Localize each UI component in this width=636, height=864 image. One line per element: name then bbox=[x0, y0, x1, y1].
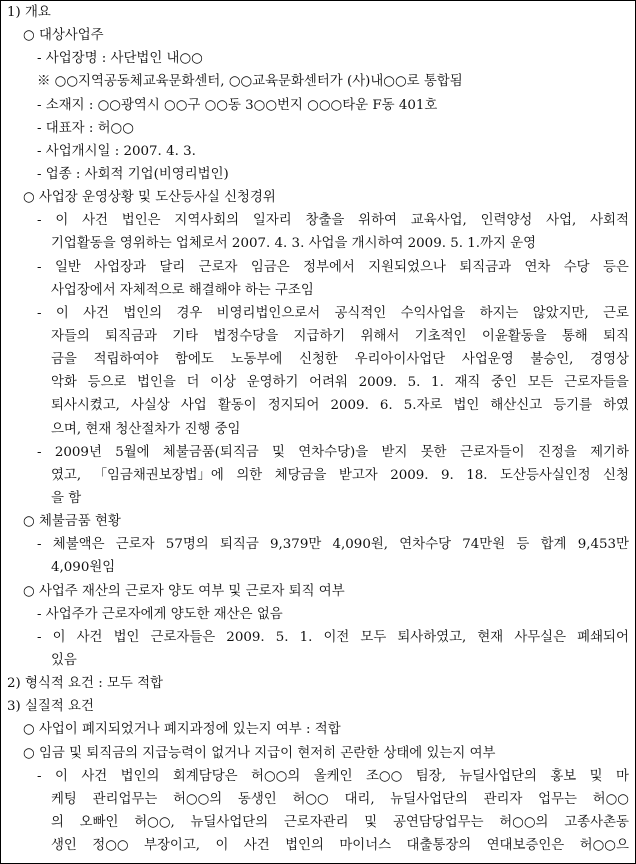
paragraph-line: - 체불액은 근로자 57명의 퇴직금 9,379만 4,090원, 연차수당 74만원 등 합계 9,453만 bbox=[37, 537, 629, 552]
paragraph-line: 4,090원임 bbox=[51, 560, 116, 575]
section-heading: 2) 형식적 요건 : 모두 적합 bbox=[7, 676, 163, 691]
paragraph-line: 의 오빠인 허○○, 뉴딜사업단의 근로자관리 및 공연담당업무는 허○○의 고종사촌동 bbox=[51, 815, 629, 830]
paragraph-line: 퇴사시켰고, 사실상 사업 활동이 정지되어 2009. 6. 5.자로 법인 해산신고 등기를 하였 bbox=[51, 398, 629, 413]
list-item: - 업종 : 사회적 기업(비영리법인) bbox=[37, 167, 229, 182]
paragraph-line: 악화 등으로 법인을 더 이상 운영하기 어려워 2009. 5. 1. 재직 중인 모든 근로자들을 bbox=[51, 375, 629, 390]
paragraph-line: - 이 사건 법인의 회계담당은 허○○의 올케인 조○○ 팀장, 뉴딜사업단의 홍보 및 마 bbox=[37, 769, 629, 784]
paragraph-line: - 2009년 5월에 체불금품(퇴직금 및 연차수당)을 받지 못한 근로자들이 진정을 제기하 bbox=[37, 445, 629, 460]
paragraph-line: - 이 사건 법인 근로자들은 2009. 5. 1. 이전 모두 퇴사하였고, 현재 사무실은 폐쇄되어 bbox=[37, 630, 629, 645]
note-line: ※ ○○지역공동체교육문화센터, ○○교육문화센터가 (사)내○○로 통합됨 bbox=[37, 74, 463, 89]
paragraph-line: - 이 사건 법인의 경우 비영리법인으로서 공식적인 수익사업을 하지는 않았지만, 근로 bbox=[37, 306, 629, 321]
bullet-heading: ○ 사업장 운영상황 및 도산등사실 신청경위 bbox=[23, 190, 276, 205]
paragraph-line: 생인 정○○ 부장이고, 이 사건 법인의 마이너스 대출통장의 연대보증인은 허○○으 bbox=[51, 838, 629, 853]
bullet-heading: ○ 사업이 폐지되었거나 폐지과정에 있는지 여부 : 적합 bbox=[23, 722, 341, 737]
bullet-heading: ○ 체불금품 현황 bbox=[23, 514, 121, 529]
list-item: - 사업주가 근로자에게 양도한 재산은 없음 bbox=[37, 607, 283, 622]
bullet-heading: ○ 대상사업주 bbox=[23, 28, 104, 43]
paragraph-line: 사업장에서 자체적으로 해결해야 하는 구조임 bbox=[51, 283, 314, 298]
paragraph-line: 기업활동을 영위하는 업체로서 2007. 4. 3. 사업을 개시하여 2009. 5. 1.까지 운영 bbox=[51, 236, 537, 251]
paragraph-line: - 이 사건 법인은 지역사회의 일자리 창출을 위하여 교육사업, 인력양성 사업, 사회적 bbox=[37, 213, 629, 228]
paragraph-line: - 일반 사업장과 달리 근로자 임금은 정부에서 지원되었으나 퇴직금과 연차 수당 등은 bbox=[37, 260, 629, 275]
paragraph-line: 자들의 퇴직금과 기타 법정수당을 지급하기 위해서 기초적인 이윤활동을 통해 퇴직 bbox=[51, 329, 629, 344]
paragraph-line: 였고, 「임금채권보장법」에 의한 체당금을 받고자 2009. 9. 18. 도산등사실인정 신청 bbox=[51, 468, 629, 483]
section-heading: 1) 개요 bbox=[7, 5, 51, 20]
list-item: - 사업개시일 : 2007. 4. 3. bbox=[37, 144, 196, 159]
list-item: - 소재지 : ○○광역시 ○○구 ○○동 3○○번지 ○○○타운 F동 401호 bbox=[37, 98, 438, 113]
paragraph-line: 케팅 관리업무는 허○○의 동생인 허○○ 대리, 뉴딜사업단의 관리자 업무는 허○○ bbox=[51, 792, 629, 807]
bullet-heading: ○ 임금 및 퇴직금의 지급능력이 없거나 지급이 현저히 곤란한 상태에 있는지 여부 bbox=[23, 746, 496, 761]
list-item: - 대표자 : 허○○ bbox=[37, 121, 134, 136]
section-heading: 3) 실질적 요건 bbox=[7, 699, 94, 714]
bullet-heading: ○ 사업주 재산의 근로자 양도 여부 및 근로자 퇴직 여부 bbox=[23, 584, 345, 599]
paragraph-line: 금을 적립하여야 함에도 노동부에 신청한 우리아이사업단 사업운영 불승인, 경영상 bbox=[51, 352, 629, 367]
list-item: - 사업장명 : 사단법인 내○○ bbox=[37, 51, 203, 66]
paragraph-line: 있음 bbox=[51, 653, 77, 668]
paragraph-line: 으며, 현재 청산절차가 진행 중임 bbox=[51, 422, 241, 437]
paragraph-line: 을 함 bbox=[51, 491, 82, 506]
